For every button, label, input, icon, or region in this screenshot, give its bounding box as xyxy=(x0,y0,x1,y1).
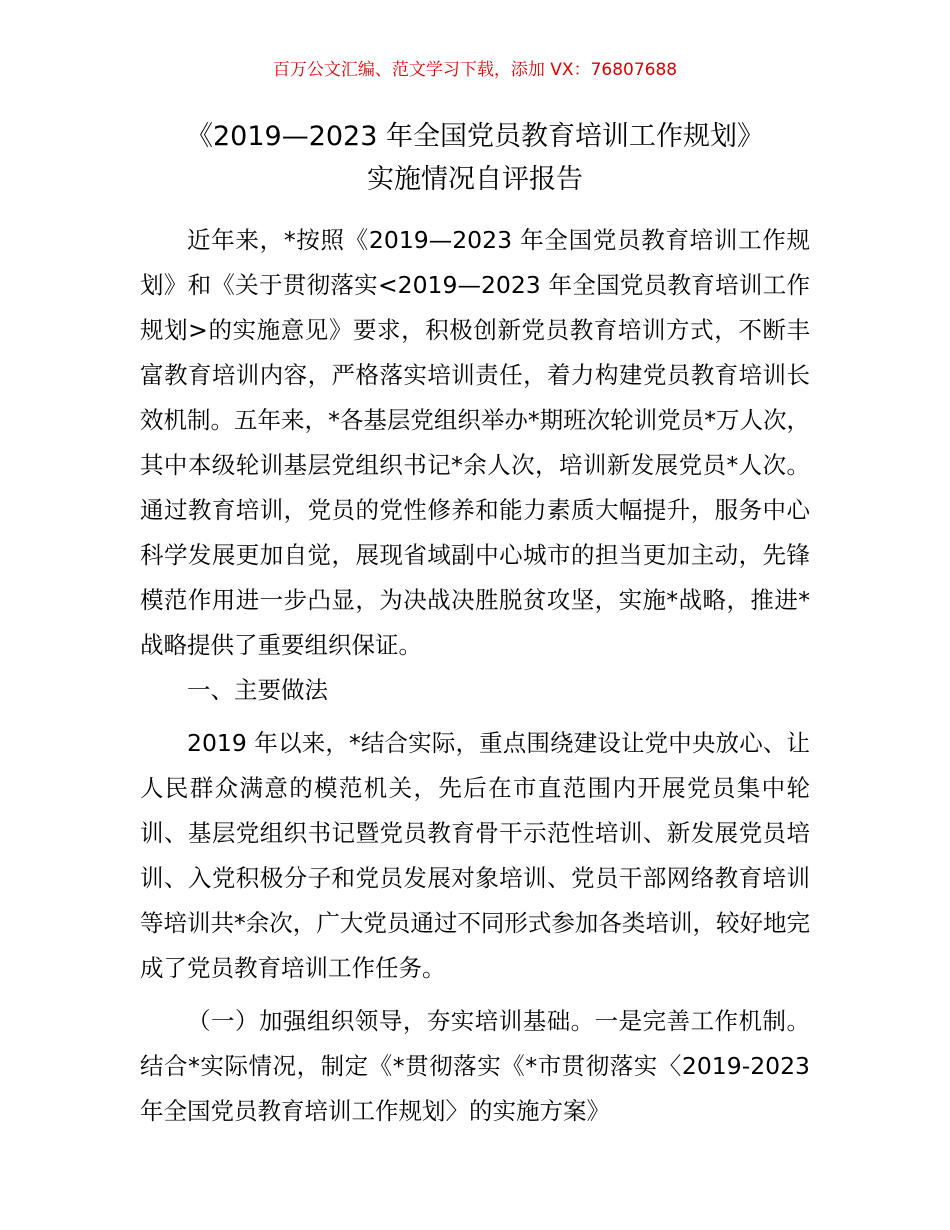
watermark-banner: 百万公文汇编、范文学习下载，添加 VX：76807688 xyxy=(272,60,678,80)
section-body-paragraph: 2019 年以来，*结合实际，重点围绕建设让党中央放心、让人民群众满意的模范机关，先后在市直范围内开展党员集中轮训、基层党组织书记暨党员教育骨干示范性培训、新发展党员培训、入党积极分子和党员发展对象培训、党员干部网络教育培训等培训共*余次，广大党员通过不同形式参加各类培训，较好地完成了党员教育培训工作任务。 xyxy=(140,729,810,982)
document-title-line-1: 《2019—2023 年全国党员教育培训工作规划》 xyxy=(185,121,764,152)
intro-paragraph: 近年来，*按照《2019—2023 年全国党员教育培训工作规划》和《关于贯彻落实<2019—2023 年全国党员教育培训工作规划>的实施意见》要求，积极创新党员教育培训方式，不断丰富教育培训内容，严格落实培训责任，着力构建党员教育培训长效机制。五年来，*各基层党组织举办*期班次轮训党员*万人次，其中本级轮训基层党组织书记*余人次，培训新发展党员*人次。通过教育培训，党员的党性修养和能力素质大幅提升，服务中心科学发展更加自觉，展现省域副中心城市的担当更加主动，先锋模范作用进一步凸显，为决战决胜脱贫攻坚，实施*战略，推进*战略提供了重要组织保证。 xyxy=(140,226,810,659)
subsection-paragraph: （一）加强组织领导，夯实培训基础。一是完善工作机制。结合*实际情况，制定《*贯彻落实《*市贯彻落实〈2019-2023 年全国党员教育培训工作规划〉的实施方案》 xyxy=(140,1007,810,1125)
document-body xyxy=(140,218,810,1134)
section-heading-main-practices: 一、主要做法 xyxy=(187,676,328,704)
document-title-line-2: 实施情况自评报告 xyxy=(367,164,583,195)
